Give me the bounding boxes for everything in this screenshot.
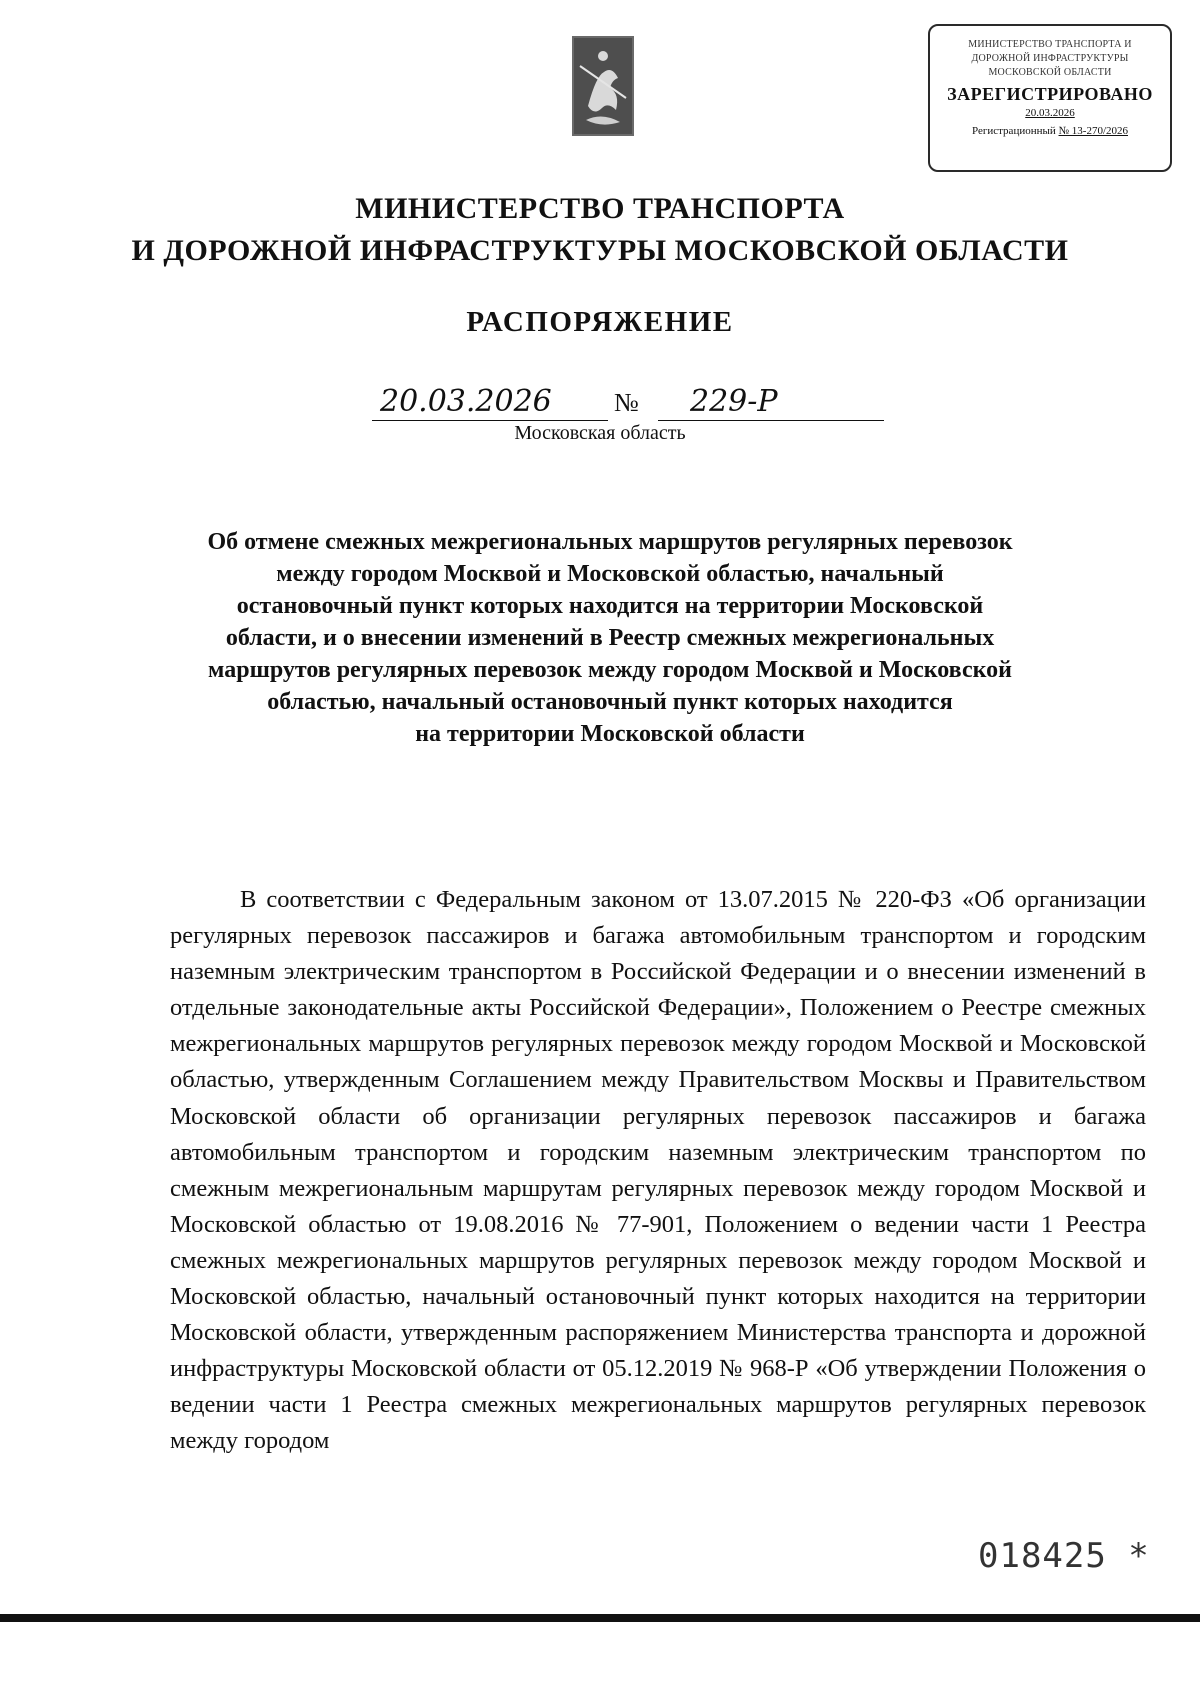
title-line: областью, начальный остановочный пункт которых находится [267,689,953,715]
title-line: маршрутов регулярных перевозок между городом Москвой и Московской [208,657,1012,683]
title-line: на территории Московской области [415,721,805,747]
title-line: Об отмене смежных межрегиональных маршрутов регулярных перевозок [207,529,1013,555]
document-type: РАСПОРЯЖЕНИЕ [466,306,734,338]
body-paragraph: В соответствии с Федеральным законом от 13.07.2015 № 220-ФЗ «Об организации регулярных перевозок пассажиров и багажа автомобильным транспортом и городским наземным электрическим транспортом в Российской Федерации и о внесении изменений в отдельные законодательные акты Российской Федерации», Положением о Реестре смежных межрегиональных маршрутов регулярных перевозок между городом Москвой и Московской областью, утвержденным Соглашением между Правительством Москвы и Правительством Московской области об организации регулярных перевозок пассажиров и багажа автомобильным транспортом и городским наземным электрическим транспортом по смежным межрегиональным маршрутам регулярных перевозок между городом Москвой и Московской областью от 19.08.2016 № 77-901, Положением о ведении части 1 Реестра смежных межрегиональных маршрутов регулярных перевозок между городом Москвой и Московской областью, начальный остановочный пункт которых находится на территории Московской области, утвержденным распоряжением Министерства транспорта и дорожной инфраструктуры Московской области от 05.12.2019 № 968-Р «Об утверждении Положения о ведении части 1 Реестра смежных межрегиональных маршрутов регулярных перевозок между городом [170,886,1146,1455]
scan-edge-divider [0,1614,1200,1622]
date-number-row [372,384,892,424]
stamp-line-2: ДОРОЖНОЙ ИНФРАСТРУКТУРЫ [971,53,1129,64]
number-underline [658,420,884,421]
stamp-reg-label: Регистрационный [971,125,1056,137]
ministry-line-2: И ДОРОЖНОЙ ИНФРАСТРУКТУРЫ МОСКОВСКОЙ ОБЛАСТИ [131,234,1069,267]
stamp-reg-number: № 13-270/2026 [1058,125,1128,137]
coat-of-arms-icon [572,36,634,136]
registration-stamp [928,24,1172,172]
document-number: 229-Р [690,384,778,419]
ministry-heading [0,188,1200,272]
stamp-registration [930,125,1170,137]
document-title [160,526,1060,750]
serial-number: 018425 * [978,1536,1150,1576]
ministry-line-1: МИНИСТЕРСТВО ТРАНСПОРТА [355,192,845,225]
stamp-status: ЗАРЕГИСТРИРОВАНО [947,84,1153,104]
date-underline [372,420,608,421]
document-place: Московская область [514,422,686,444]
document-date: 20.03.2026 [380,384,552,419]
number-sign: № [614,388,639,417]
stamp-date: 20.03.2026 [1025,107,1075,119]
title-line: области, и о внесении изменений в Реестр смежных межрегиональных [225,625,995,651]
stamp-line-3: МОСКОВСКОЙ ОБЛАСТИ [988,67,1112,78]
title-line: остановочный пункт которых находится на территории Московской [236,593,984,619]
stamp-line-1: МИНИСТЕРСТВО ТРАНСПОРТА И [968,39,1132,50]
title-line: между городом Москвой и Московской областью, начальный [276,561,944,587]
